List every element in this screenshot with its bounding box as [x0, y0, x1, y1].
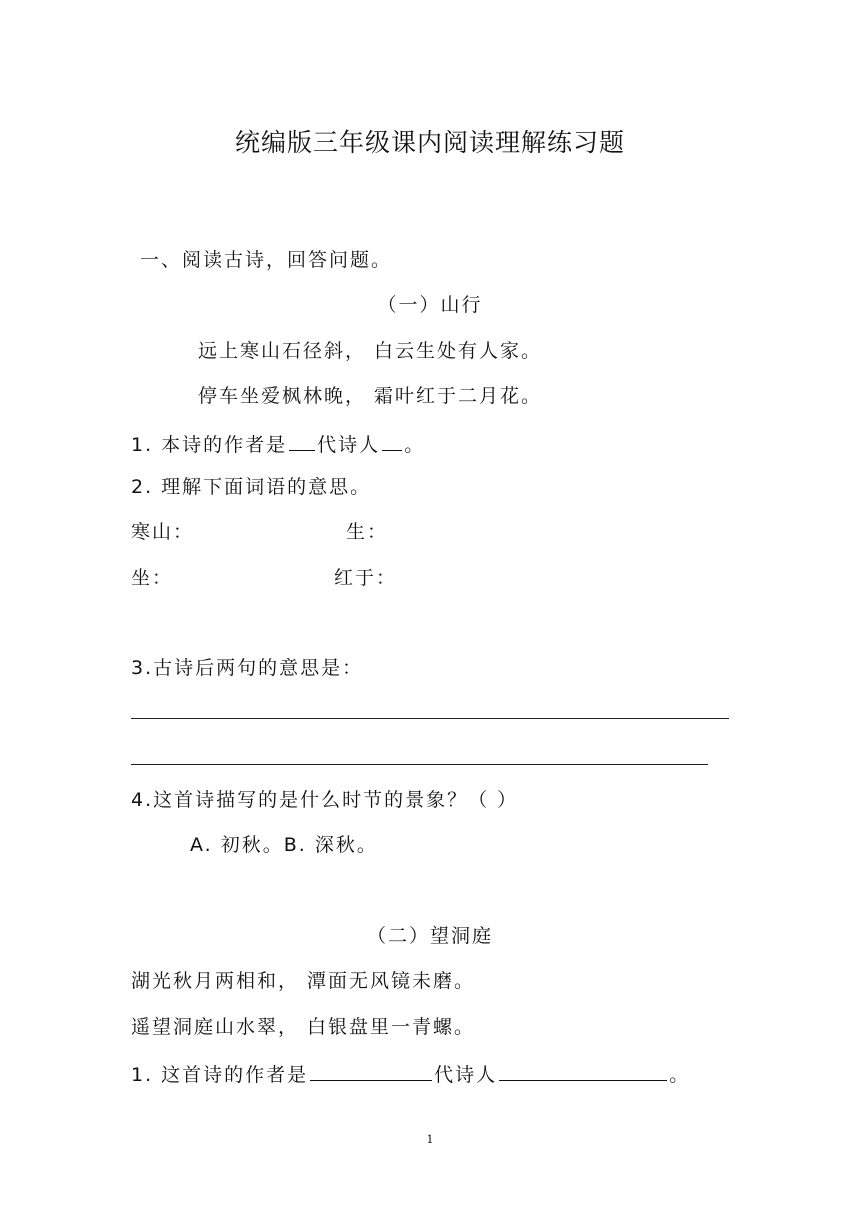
- page-title: 统编版三年级课内阅读理解练习题: [234, 128, 625, 157]
- term-sheng: 生：: [346, 521, 389, 543]
- question-1: [131, 430, 425, 457]
- poet-blank[interactable]: [382, 430, 402, 451]
- question-5-prefix: 1. 这首诗的作者是: [131, 1064, 309, 1086]
- question-5: [131, 1060, 690, 1087]
- answer-line-2[interactable]: [131, 764, 708, 765]
- poem1-line2: 停车坐爱枫林晚， 霜叶红于二月花。: [198, 385, 543, 407]
- term-hanshan: 寒山：: [131, 521, 195, 543]
- poem2-title: （二）望洞庭: [366, 925, 493, 947]
- term-hongyu: 红于：: [334, 567, 398, 589]
- question-5-suffix: 。: [669, 1064, 691, 1086]
- question-1-mid: 代诗人: [317, 434, 381, 456]
- poet-blank-2[interactable]: [499, 1060, 667, 1081]
- question-5-mid: 代诗人: [434, 1064, 498, 1086]
- section-heading: 一、阅读古诗，回答问题。: [140, 249, 393, 271]
- page-number: 1: [426, 1133, 434, 1146]
- question-1-prefix: 1. 本诗的作者是: [131, 434, 288, 456]
- dynasty-blank-2[interactable]: [310, 1060, 432, 1081]
- poem2-line2: 遥望洞庭山水翠， 白银盘里一青螺。: [131, 1016, 476, 1038]
- question-3: 3.古诗后两句的意思是：: [131, 657, 364, 679]
- question-4-options: A. 初秋。B. 深秋。: [190, 834, 378, 856]
- poem1-line1: 远上寒山石径斜， 白云生处有人家。: [198, 340, 543, 362]
- question-2: 2. 理解下面词语的意思。: [131, 476, 372, 498]
- answer-line-1[interactable]: [131, 718, 729, 719]
- term-zuo: 坐：: [131, 567, 174, 589]
- question-1-suffix: 。: [404, 434, 426, 456]
- question-4: 4.这首诗描写的是什么时节的景象？（ ）: [131, 789, 519, 811]
- poem2-line1: 湖光秋月两相和， 潭面无风镜未磨。: [131, 970, 476, 992]
- poem1-title: （一）山行: [377, 294, 483, 316]
- dynasty-blank[interactable]: [289, 430, 315, 451]
